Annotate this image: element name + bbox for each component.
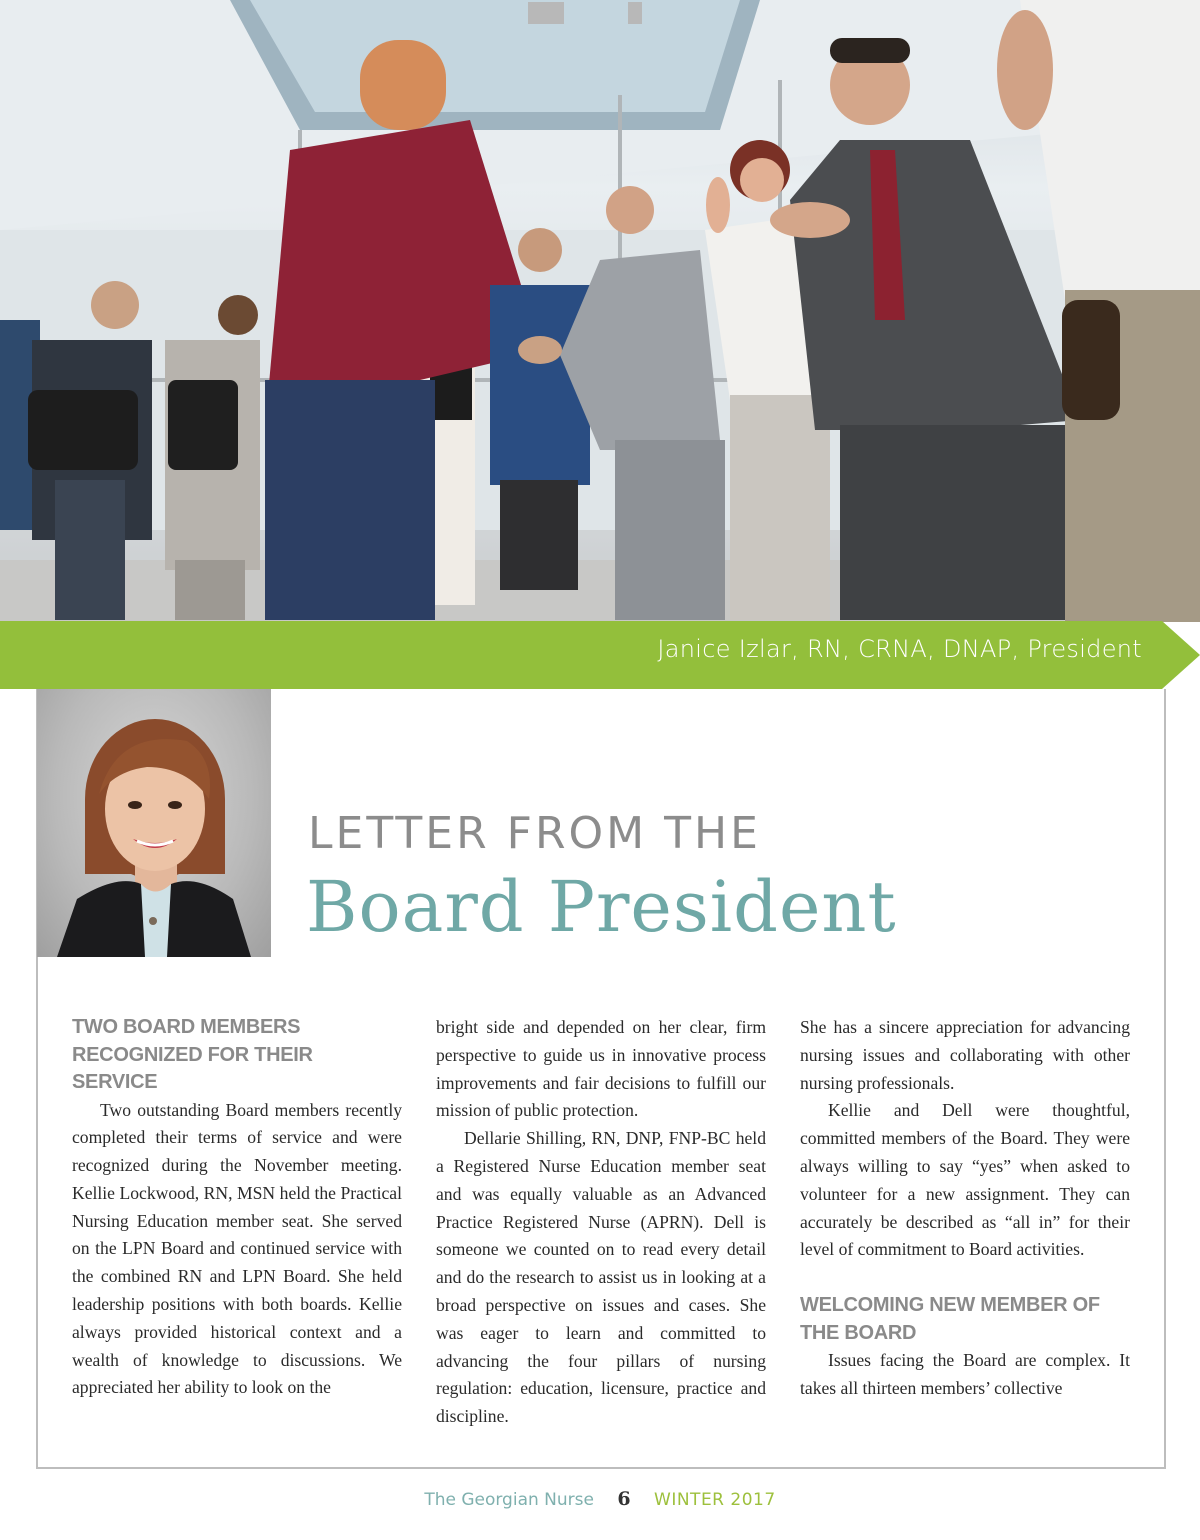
publication-name: The Georgian Nurse bbox=[424, 1490, 594, 1510]
paragraph: She has a sincere appreciation for advancing nursing issues and collaborating with other nursing professionals. bbox=[800, 1017, 1130, 1093]
headline-kicker: LETTER FROM THE bbox=[308, 808, 761, 859]
section-heading-welcoming: WELCOMING NEW MEMBER OF THE BOARD bbox=[800, 1294, 1100, 1344]
paragraph: Kellie and Dell were thoughtful, committed members of the Board. They were always willing to say “yes” when asked to volunteer for a new assignment. They can accurately be described as “all in” for their level of commitment to Board activities. bbox=[800, 1100, 1130, 1260]
article-column-2 bbox=[436, 1014, 766, 1431]
page-footer bbox=[0, 1488, 1200, 1510]
issue-season: WINTER 2017 bbox=[654, 1490, 776, 1510]
paragraph: bright side and depended on her clear, firm perspective to guide us in innovative process improvements and fair decisions to fulfill our mission of public protection. bbox=[436, 1017, 766, 1121]
paragraph: Issues facing the Board are complex. It takes all thirteen members’ collective bbox=[800, 1350, 1130, 1398]
headline-title: Board President bbox=[306, 866, 897, 948]
author-byline: Janice Izlar, RN, CRNA, DNAP, President bbox=[657, 635, 1142, 663]
hero-photo bbox=[0, 0, 1200, 622]
handshake-photo-illustration bbox=[0, 0, 1200, 622]
portrait-illustration bbox=[37, 689, 271, 957]
president-portrait bbox=[37, 689, 271, 957]
paragraph: Dellarie Shilling, RN, DNP, FNP-BC held a Registered Nurse Education member seat and was equally valuable as an Advanced Practice Registered Nurse (APRN). Dell is someone we counted on to read every detail and do the research to assist us in looking at a broad perspective on issues and cases. She was eager to learn and committed to advancing the four pillars of nursing regulation: education, licensure, practice and discipline. bbox=[436, 1128, 766, 1427]
section-heading-recognized: TWO BOARD MEMBERS RECOGNIZED FOR THEIR SERVICE bbox=[72, 1016, 313, 1093]
paragraph: Two outstanding Board members recently completed their terms of service and were recognized during the November meeting. Kellie Lockwood, RN, MSN held the Practical Nursing Education member seat. She served on the LPN Board and continued service with the combined RN and LPN Board. She held leadership positions with both boards. Kellie always provided historical context and a wealth of knowledge to discussions. We appreciated her ability to look on the bbox=[72, 1099, 402, 1398]
page-number: 6 bbox=[617, 1488, 631, 1510]
author-banner bbox=[0, 621, 1200, 689]
article-column-3 bbox=[800, 1014, 1130, 1403]
article-column-1 bbox=[72, 1014, 402, 1402]
